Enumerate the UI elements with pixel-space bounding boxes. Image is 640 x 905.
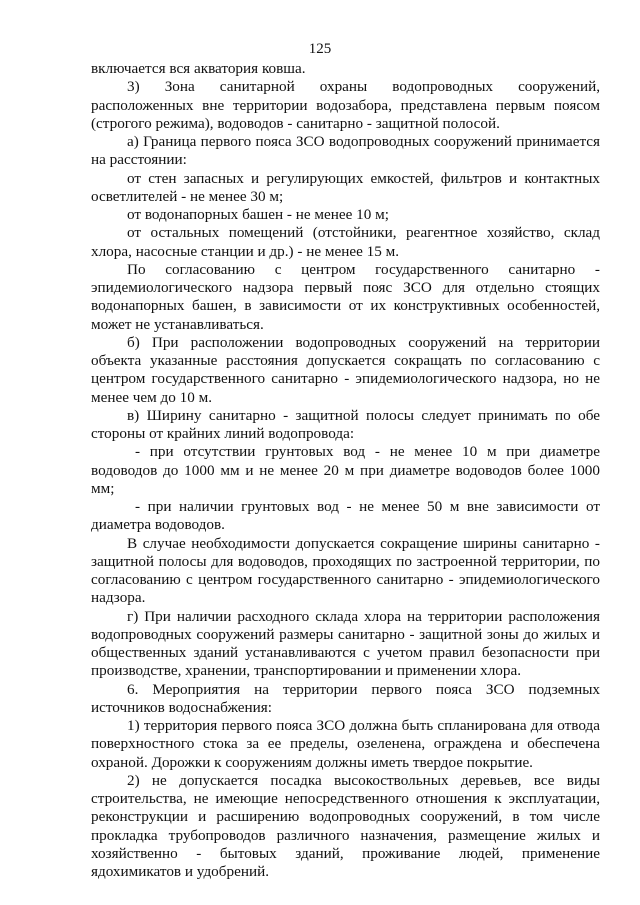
paragraph-zone-3: 3) Зона санитарной охраны водопроводных сооружений, расположенных вне территории водозабора, представлена первым поясом (строгого режима), водоводов - санитарно - защитной полосой. — [91, 78, 600, 132]
paragraph-distance-tanks: от стен запасных и регулирующих емкостей, фильтров и контактных осветлителей - не менее 30 м; — [91, 169, 600, 205]
page-number: 125 — [308, 41, 332, 57]
paragraph-measure-2: 2) не допускается посадка высокоствольных деревьев, все виды строительства, не имеющие непосредственного отношения к эксплуатации, реконструкции и расширению водопроводных сооружений, в том числе прокладка трубопроводов различного назначения, размещение жилых и хозяйственно - бытовых зданий, проживание людей, применение ядохимикатов и удобрений. — [91, 771, 600, 880]
paragraph-reduction: В случае необходимости допускается сокращение ширины санитарно - защитной полосы для водоводов, проходящих по застроенной территории, по согласованию с центром государственного санитарно - эпидемиологического надзора. — [91, 534, 600, 607]
paragraph-item-g: г) При наличии расходного склада хлора на территории расположения водопроводных сооружений размеры санитарно - защитной зоны до жилых и общественных зданий устанавливаются с учетом правил безопасности при производстве, хранении, транспортировании и применении хлора. — [91, 607, 600, 680]
paragraph-with-groundwater: - при наличии грунтовых вод - не менее 50 м вне зависимости от диаметра водоводов. — [91, 498, 600, 534]
paragraph-section-6: 6. Мероприятия на территории первого пояса ЗСО подземных источников водоснабжения: — [91, 680, 600, 716]
paragraph-agreement: По согласованию с центром государственного санитарно - эпидемиологического надзора первый пояс ЗСО для отдельно стоящих водонапорных башен, в зависимости от их конструктивных особенностей, может не устанавливаться. — [91, 260, 600, 333]
paragraph-distance-other: от остальных помещений (отстойники, реагентное хозяйство, склад хлора, насосные станции и др.) - не менее 15 м. — [91, 224, 600, 260]
paragraph-continuation: включается вся акватория ковша. — [91, 60, 306, 77]
paragraph-item-v: в) Ширину санитарно - защитной полосы следует принимать по обе стороны от крайних линий водопровода: — [91, 406, 600, 442]
paragraph-no-groundwater: - при отсутствии грунтовых вод - не менее 10 м при диаметре водоводов до 1000 мм и не менее 20 м при диаметре водоводов более 1000 мм; — [91, 443, 600, 497]
paragraph-item-a: а) Граница первого пояса ЗСО водопроводных сооружений принимается на расстоянии: — [91, 133, 600, 169]
paragraph-distance-towers: от водонапорных башен - не менее 10 м; — [127, 206, 389, 223]
paragraph-item-b: б) При расположении водопроводных сооружений на территории объекта указанные расстояния допускается сокращать по согласованию с центром государственного санитарно - эпидемиологического надзора, но не менее чем до 10 м. — [91, 333, 600, 406]
paragraph-measure-1: 1) территория первого пояса ЗСО должна быть спланирована для отвода поверхностного стока за ее пределы, озеленена, ограждена и обеспечена охраной. Дорожки к сооружениям должны иметь твердое покрытие. — [91, 717, 600, 771]
document-body — [91, 60, 600, 881]
